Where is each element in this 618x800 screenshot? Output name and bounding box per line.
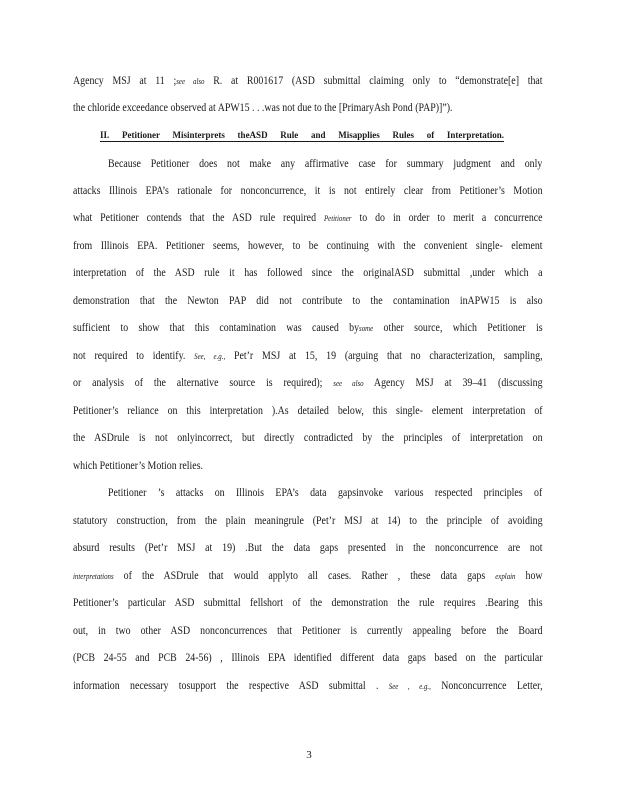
- text-line: (PCB 24-55 and PCB 24-56) , Illinois EPA identified different data gaps based on the particular: [73, 652, 543, 664]
- text-line: the chloride exceedance observed at APW15 . . .was not due to the [PrimaryAsh Pond (PAP)]”).: [73, 102, 453, 114]
- text-line: Petitioner ’s attacks on Illinois EPA’s data gapsinvoke various respected principles of: [108, 487, 543, 499]
- text-line: out, in two other ASD nonconcurrences that Petitioner is currently appealing before the Board: [73, 625, 543, 637]
- text-line: Petitioner’s particular ASD submittal fellshort of the demonstration the rule requires .Bearing this: [73, 597, 543, 609]
- text-line: Because Petitioner does not make any affirmative case for summary judgment and only: [108, 158, 543, 170]
- text-line: the ASDrule is not onlyincorrect, but directly contradicted by the principles of interpretation on: [73, 432, 543, 444]
- text-line: information necessary tosupport the respective ASD submittal . See , e.g., Nonconcurrence Letter,: [73, 680, 543, 692]
- page-number: 3: [306, 749, 312, 761]
- text-line: attacks Illinois EPA’s rationale for nonconcurrence, it is not entirely clear from Petitioner’s Motion: [73, 185, 543, 197]
- text-line: not required to identify. See, e.g., Pet’r MSJ at 15, 19 (arguing that no characterization, sampling,: [73, 350, 543, 362]
- text-line: sufficient to show that this contamination was caused bysome other source, which Petitioner is: [73, 322, 543, 334]
- text-line: from Illinois EPA. Petitioner seems, however, to be continuing with the convenient single- element: [73, 240, 543, 252]
- text-line: interpretations of the ASDrule that would applyto all cases. Rather , these data gaps explain how: [73, 570, 543, 582]
- text-line: which Petitioner’s Motion relies.: [73, 460, 204, 472]
- text-line: or analysis of the alternative source is required); see also Agency MSJ at 39–41 (discussing: [73, 377, 543, 389]
- text-line: Petitioner’s reliance on this interpretation ).As detailed below, this single- element interpretation of: [73, 405, 543, 417]
- text-line: Agency MSJ at 11 ;see also R. at R001617 (ASD submittal claiming only to “demonstrate[e] that: [73, 75, 543, 87]
- text-line: absurd results (Pet’r MSJ at 19) .But the data gaps presented in the nonconcurrence are not: [73, 542, 543, 554]
- text-line: statutory construction, from the plain meaningrule (Pet’r MSJ at 14) to the principle of avoiding: [73, 515, 543, 527]
- text-line: demonstration that the Newton PAP did not contribute to the contamination inAPW15 is also: [73, 295, 543, 307]
- text-line: interpretation of the ASD rule it has followed since the originalASD submittal ,under which a: [73, 267, 543, 279]
- section-heading: II. Petitioner Misinterprets theASD Rule and Misapplies Rules of Interpretation.: [100, 130, 504, 140]
- text-line: what Petitioner contends that the ASD rule required Petitioner to do in order to merit a concurrence: [73, 212, 543, 224]
